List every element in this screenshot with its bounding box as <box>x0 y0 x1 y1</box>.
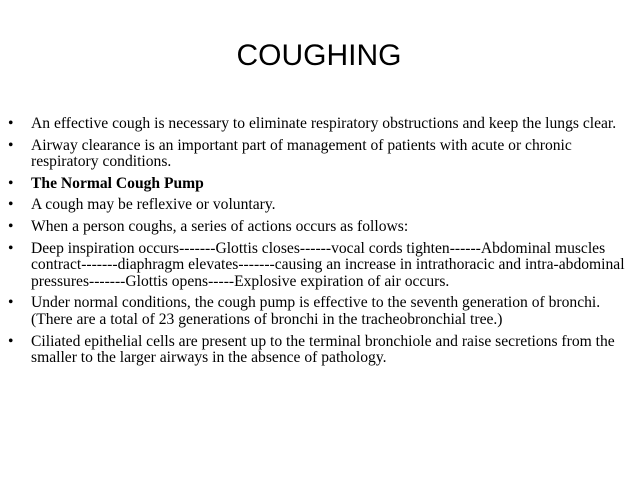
list-item <box>0 197 638 214</box>
bullet-icon: • <box>8 217 14 235</box>
bullet-icon: • <box>8 115 14 132</box>
bullet-text: Ciliated epithelial cells are present up to the terminal bronchiole and raise secretions from the smaller to the larger airways in the absence of pathology. <box>31 332 615 367</box>
slide-title: COUGHING <box>236 39 402 72</box>
bullet-icon: • <box>8 332 14 350</box>
bullet-icon: • <box>8 294 14 312</box>
bullet-text: Under normal conditions, the cough pump is effective to the seventh generation of bronchi. (There are a total of 23 generations of bronchi in the tracheobronchial tree.) <box>31 294 601 328</box>
bullet-icon: • <box>8 174 14 192</box>
bullet-text: An effective cough is necessary to eliminate respiratory obstructions and keep the lungs clear. <box>31 115 617 132</box>
bullet-text: When a person coughs, a series of actions occurs as follows: <box>31 217 409 235</box>
bullet-text: Airway clearance is an important part of management of patients with acute or chronic respiratory conditions. <box>31 136 572 171</box>
list-item <box>0 116 638 133</box>
bullet-icon: • <box>8 136 14 154</box>
list-item <box>0 295 638 328</box>
list-item <box>0 219 638 236</box>
bullet-icon: • <box>8 239 14 257</box>
bullet-text-heading: The Normal Cough Pump <box>31 174 204 192</box>
list-item <box>0 176 638 193</box>
bullet-text: A cough may be reflexive or voluntary. <box>31 196 276 214</box>
bullet-list <box>0 116 638 372</box>
list-item <box>0 138 638 171</box>
list-item <box>0 241 638 291</box>
bullet-text: Deep inspiration occurs-------Glottis closes------vocal cords tighten------Abdominal muscles contract-------diaphragm elevates-------causing an increase in intrathoracic and intra-abdominal pressures-------Glottis opens-----Explosive expiration of air occurs. <box>31 239 625 290</box>
bullet-icon: • <box>8 196 14 214</box>
list-item <box>0 334 638 367</box>
